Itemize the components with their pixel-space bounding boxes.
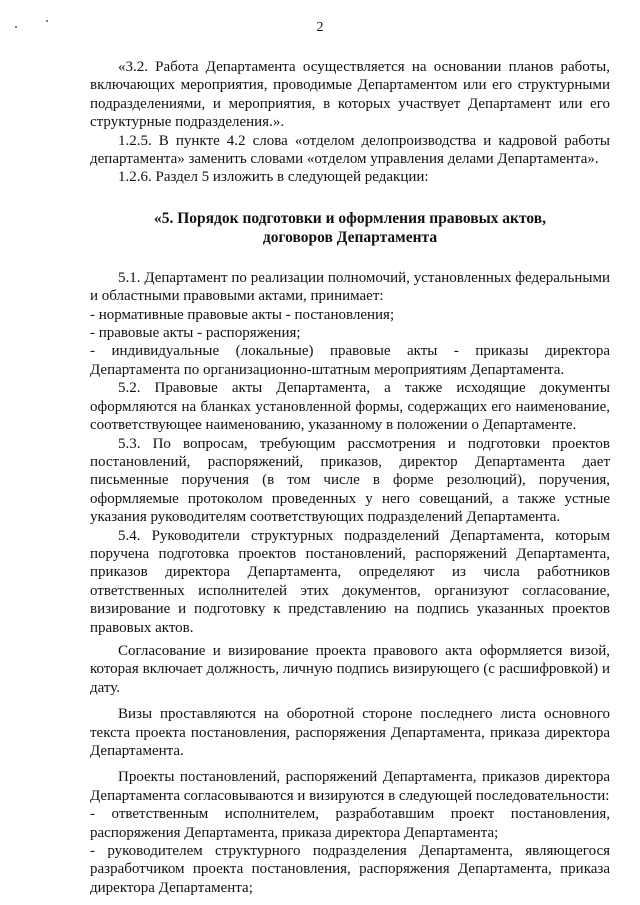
section-heading [90, 209, 610, 247]
paragraph-approval: Согласование и визирование проекта правового акта оформляется визой, которая включает должность, личную подпись визирующего (с расшифровкой) и дату. [90, 642, 610, 696]
section-heading-line-2: договоров Департамента [262, 228, 438, 246]
list-item: - нормативные правовые акты - постановления; [90, 306, 395, 323]
paragraph-5-4: 5.4. Руководители структурных подразделений Департамента, которым поручена подготовка проектов постановлений, распоряжений Департамента, приказов директора Департамента, определяют из числа работников ответственных исполнителей этих документов, организуют согласование, визирование и подготовку к представлению на подпись указанных проектов правовых актов. [90, 527, 610, 636]
paragraph-5-1: 5.1. Департамент по реализации полномочий, установленных федеральными и областными правовыми актами, принимает: [90, 269, 610, 305]
section-heading-line-1: «5. Порядок подготовки и оформления правовых актов, [153, 209, 546, 227]
paragraph-3-2: «3.2. Работа Департамента осуществляется на основании планов работы, включающих мероприятия, проводимые Департаментом или его структурными подразделениями, и мероприятия, в которых участвует Департамент или его структурные подразделения.». [90, 59, 610, 131]
paragraph-visas: Визы проставляются на оборотной стороне последнего листа основного текста проекта постановления, распоряжения Департамента, приказа директора Департамента. [90, 706, 610, 759]
paragraph-5-2: 5.2. Правовые акты Департамента, а также исходящие документы оформляются на бланках установленной формы, содержащих его наименование, соответствующее наименованию, указанному в положении о Департаменте. [90, 380, 610, 434]
list-item: - индивидуальные (локальные) правовые акты - приказы директора Департамента по организационно-штатным мероприятиям Департамента. [90, 343, 610, 378]
document-body [90, 58, 610, 897]
list-item: - правовые акты - распоряжения; [90, 325, 301, 342]
paragraph-1-2-6: 1.2.6. Раздел 5 изложить в следующей редакции: [118, 169, 429, 186]
list-item: - ответственным исполнителем, разработавшим проект постановления, распоряжения Департамента, приказа директора Департамента; [90, 806, 610, 841]
page-number: 2 [316, 20, 324, 35]
paragraph-5-3: 5.3. По вопросам, требующим рассмотрения и подготовки проектов постановлений, распоряжений, приказов, директор Департамента дает письменные поручения (в том числе в форме резолюций), поручения, оформляемые протоколом проведенных у него совещаний, а также устные указания руководителям соответствующих подразделений Департамента. [90, 435, 610, 526]
list-item: - руководителем структурного подразделения Департамента, являющегося разработчиком проекта постановления, распоряжения Департамента, приказа директора Департамента; [90, 843, 610, 896]
paragraph-sequence: Проекты постановлений, распоряжений Департамента, приказов директора Департамента согласовываются и визируются в следующей последовательности: [90, 769, 610, 804]
paragraph-1-2-5: 1.2.5. В пункте 4.2 слова «отделом делопроизводства и кадровой работы департамента» заменить словами «отделом управления делами Департамента». [90, 132, 610, 168]
